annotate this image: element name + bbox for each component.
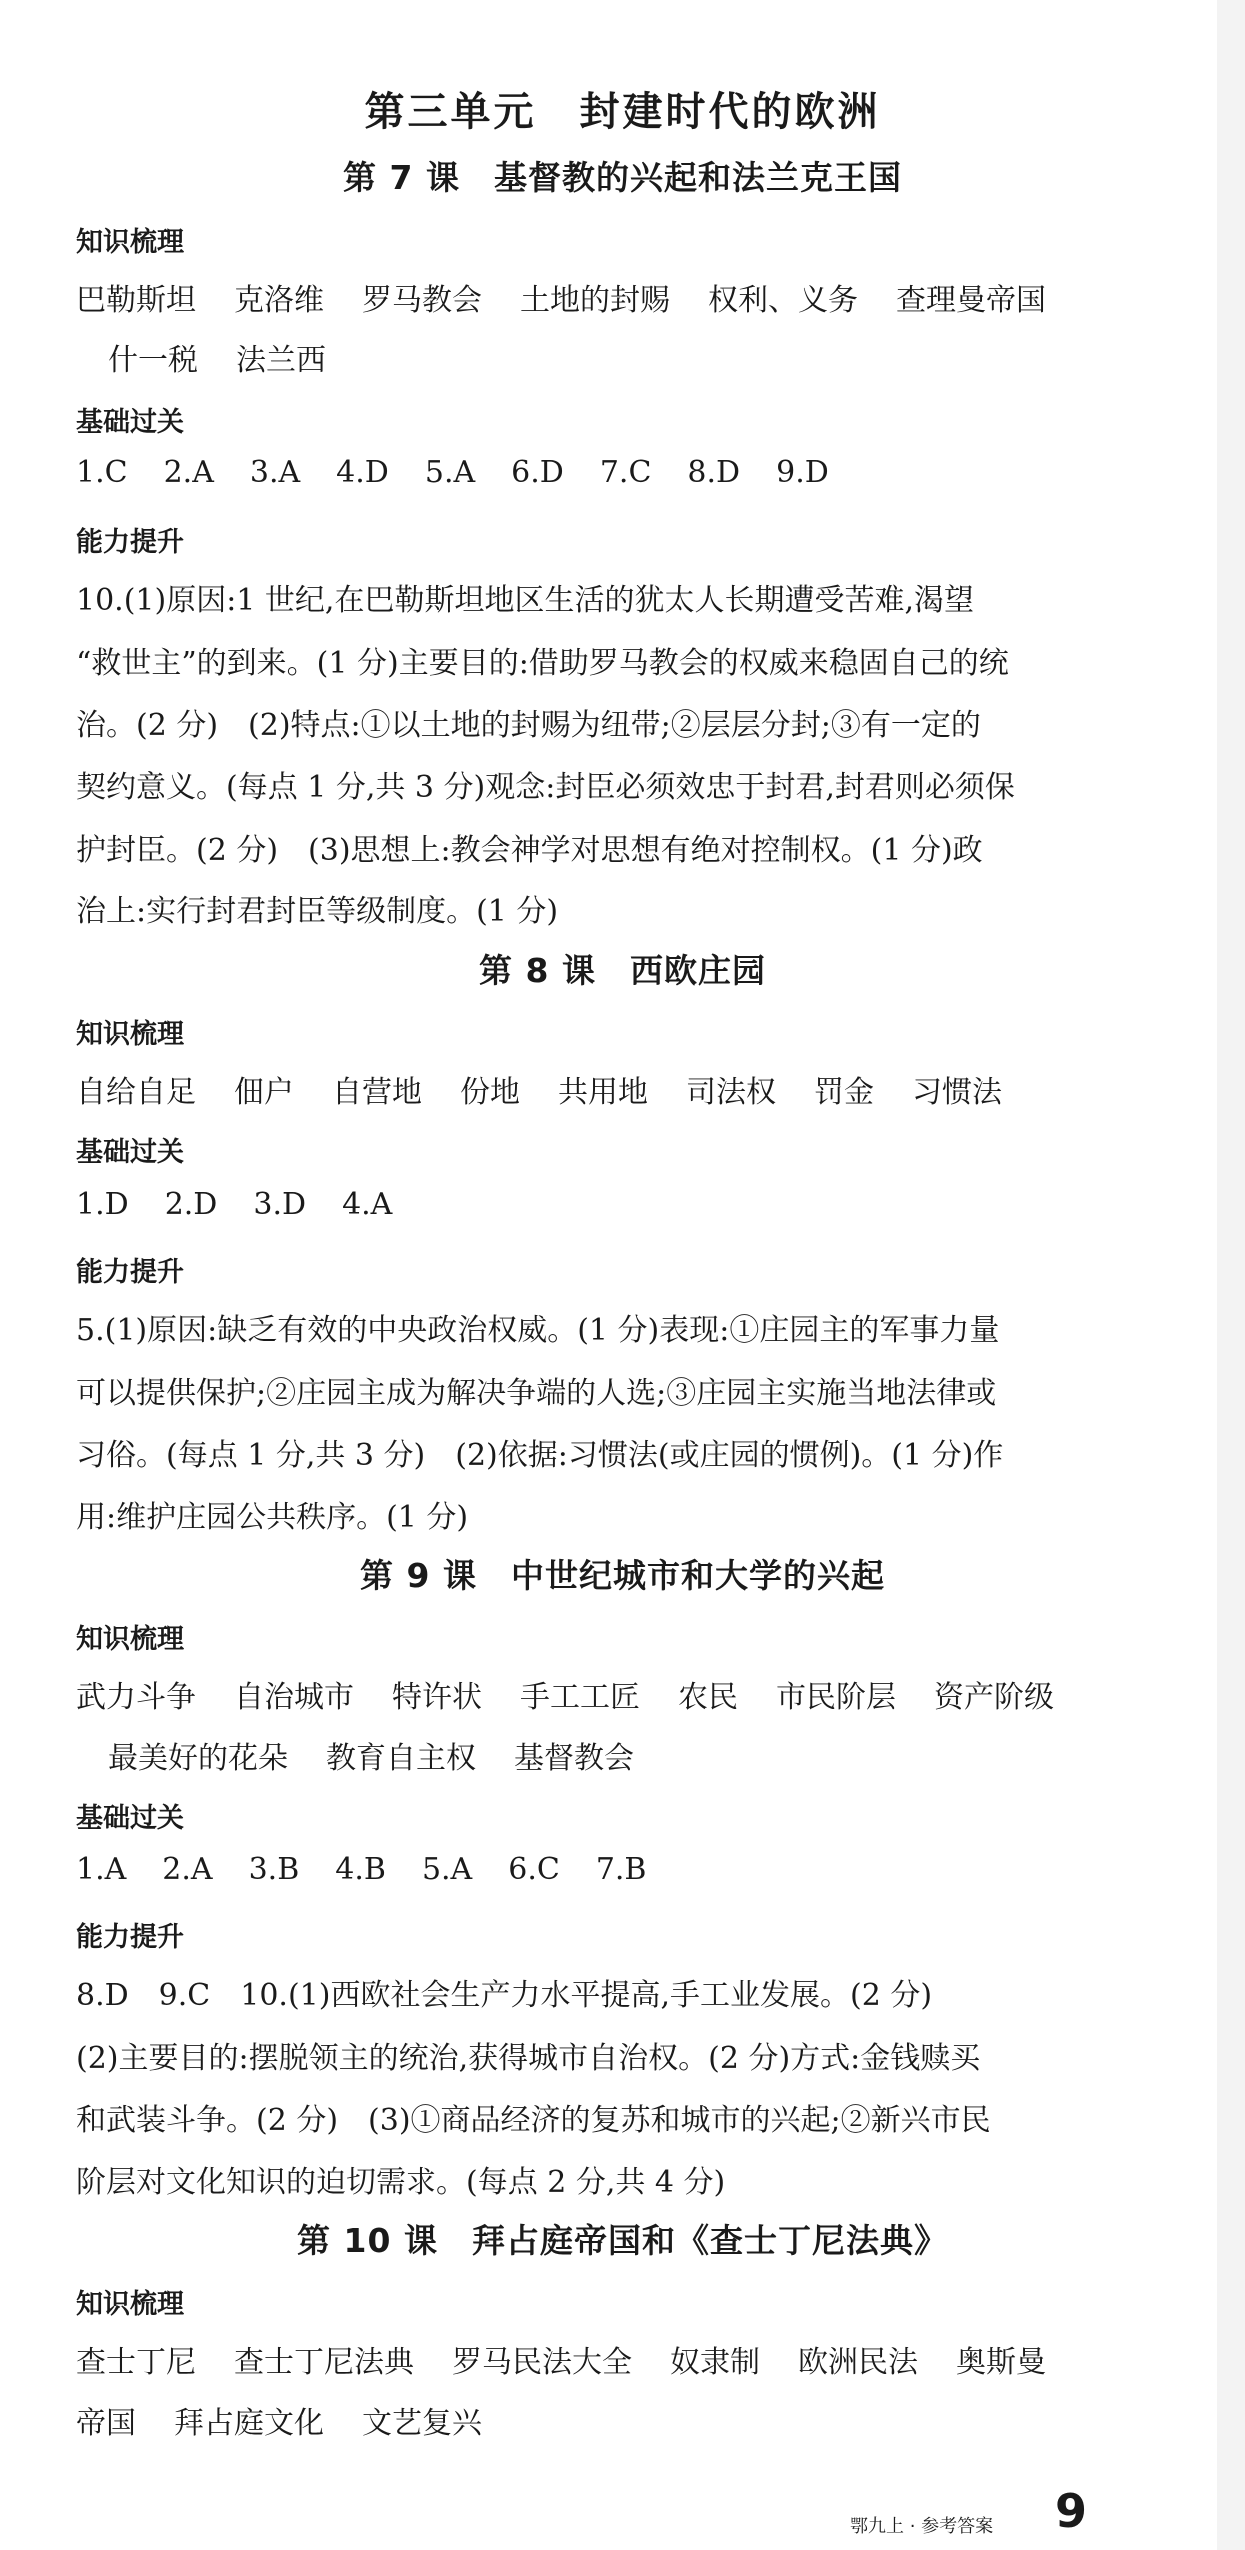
term: 最美好的花朵 bbox=[108, 1741, 288, 1776]
knowledge-terms bbox=[76, 2337, 1136, 2381]
term: 特许状 bbox=[392, 1680, 482, 1715]
page-number: 9 bbox=[1055, 2484, 1088, 2538]
ability-line: 护封臣。(2 分) (3)思想上:教会神学对思想有绝对控制权。(1 分)政 bbox=[76, 833, 983, 868]
answer: 4.D bbox=[336, 455, 389, 490]
ability-line: “救世主”的到来。(1 分)主要目的:借助罗马教会的权威来稳固自己的统 bbox=[76, 646, 1009, 681]
lesson-title: 西欧庄园 bbox=[629, 951, 766, 990]
ability-line: 阶层对文化知识的迫切需求。(每点 2 分,共 4 分) bbox=[76, 2165, 726, 2200]
basic-label: 基础过关 bbox=[76, 407, 184, 438]
unit-title: 第三单元 封建时代的欧洲 bbox=[364, 89, 881, 135]
term: 共用地 bbox=[558, 1075, 648, 1110]
term: 欧洲民法 bbox=[798, 2345, 918, 2380]
lesson-8-heading bbox=[0, 945, 1245, 992]
knowledge-label: 知识梳理 bbox=[76, 1019, 184, 1050]
knowledge-terms-cont bbox=[108, 335, 1168, 379]
term: 罗马教会 bbox=[362, 283, 482, 318]
lesson-title: 中世纪城市和大学的兴起 bbox=[510, 1556, 885, 1595]
term: 武力斗争 bbox=[76, 1680, 196, 1715]
answer: 7.C bbox=[599, 455, 652, 490]
term: 份地 bbox=[460, 1075, 520, 1110]
basic-label: 基础过关 bbox=[76, 1137, 184, 1168]
lesson-7-heading bbox=[0, 152, 1245, 199]
answer: 6.C bbox=[508, 1852, 560, 1887]
ability-line: 用:维护庄园公共秩序。(1 分) bbox=[76, 1500, 469, 1535]
term: 自营地 bbox=[332, 1075, 422, 1110]
term: 奥斯曼 bbox=[956, 2345, 1046, 2380]
footer-label: 鄂九上 · 参考答案 bbox=[850, 2516, 994, 2537]
ability-line: 8.D 9.C 10.(1)西欧社会生产力水平提高,手工业发展。(2 分) bbox=[76, 1978, 933, 2013]
basic-answers bbox=[76, 1852, 682, 1887]
term: 查士丁尼法典 bbox=[234, 2345, 414, 2380]
ability-line: 习俗。(每点 1 分,共 3 分) (2)依据:习惯法(或庄园的惯例)。(1 分)作 bbox=[76, 1438, 1004, 1473]
answer: 3.B bbox=[248, 1852, 300, 1887]
term: 巴勒斯坦 bbox=[76, 283, 196, 318]
answer: 4.B bbox=[335, 1852, 386, 1887]
term: 文艺复兴 bbox=[362, 2406, 482, 2441]
ability-line: 和武装斗争。(2 分) (3)①商品经济的复苏和城市的兴起;②新兴市民 bbox=[76, 2103, 991, 2138]
answer: 5.A bbox=[421, 1852, 473, 1887]
basic-answers bbox=[76, 1187, 428, 1222]
answer: 3.A bbox=[249, 455, 301, 490]
term: 帝国 bbox=[76, 2406, 136, 2441]
term: 查理曼帝国 bbox=[896, 283, 1046, 318]
answer: 2.A bbox=[162, 1852, 213, 1887]
term: 罚金 bbox=[814, 1075, 874, 1110]
ability-label: 能力提升 bbox=[76, 1257, 184, 1288]
knowledge-label: 知识梳理 bbox=[76, 2289, 184, 2320]
page-edge-shade bbox=[1217, 0, 1245, 2550]
knowledge-terms bbox=[76, 1672, 1136, 1716]
answer: 4.A bbox=[342, 1187, 393, 1222]
ability-line: (2)主要目的:摆脱领主的统治,获得城市自治权。(2 分)方式:金钱赎买 bbox=[76, 2041, 981, 2076]
knowledge-terms bbox=[76, 1067, 1136, 1111]
term: 习惯法 bbox=[912, 1075, 1002, 1110]
term: 克洛维 bbox=[234, 283, 324, 318]
term: 自给自足 bbox=[76, 1075, 196, 1110]
term: 手工工匠 bbox=[520, 1680, 640, 1715]
lesson-title: 基督教的兴起和法兰克王国 bbox=[493, 158, 902, 197]
term: 查士丁尼 bbox=[76, 2345, 196, 2380]
basic-answers bbox=[76, 455, 865, 490]
term: 罗马民法大全 bbox=[452, 2345, 632, 2380]
term: 市民阶层 bbox=[776, 1680, 896, 1715]
lesson-10-heading bbox=[0, 2215, 1245, 2262]
knowledge-label: 知识梳理 bbox=[76, 227, 184, 258]
term: 权利、义务 bbox=[708, 283, 858, 318]
ability-line: 5.(1)原因:缺乏有效的中央政治权威。(1 分)表现:①庄园主的军事力量 bbox=[76, 1313, 1000, 1348]
answer: 7.B bbox=[595, 1852, 647, 1887]
ability-line: 可以提供保护;②庄园主成为解决争端的人选;③庄园主实施当地法律或 bbox=[76, 1376, 997, 1411]
knowledge-terms bbox=[76, 275, 1136, 319]
ability-line: 契约意义。(每点 1 分,共 3 分)观念:封臣必须效忠于封君,封君则必须保 bbox=[76, 770, 1015, 805]
term: 土地的封赐 bbox=[520, 283, 670, 318]
ability-line: 治上:实行封君封臣等级制度。(1 分) bbox=[76, 894, 559, 929]
lesson-number: 第 10 课 bbox=[297, 2221, 438, 2260]
term: 奴隶制 bbox=[670, 2345, 760, 2380]
answer: 1.C bbox=[76, 455, 128, 490]
answer: 1.D bbox=[76, 1187, 129, 1222]
knowledge-terms-cont bbox=[108, 1733, 1168, 1777]
lesson-number: 第 7 课 bbox=[343, 158, 460, 197]
ability-label: 能力提升 bbox=[76, 527, 184, 558]
answer: 8.D bbox=[687, 455, 741, 490]
term: 农民 bbox=[678, 1680, 738, 1715]
answer: 1.A bbox=[76, 1852, 127, 1887]
answer: 6.D bbox=[511, 455, 564, 490]
term: 什一税 bbox=[108, 343, 198, 378]
ability-label: 能力提升 bbox=[76, 1922, 184, 1953]
knowledge-terms-cont bbox=[76, 2398, 1136, 2442]
lesson-9-heading bbox=[0, 1550, 1245, 1597]
lesson-number: 第 8 课 bbox=[479, 951, 596, 990]
answer: 9.D bbox=[776, 455, 829, 490]
answer: 3.D bbox=[253, 1187, 307, 1222]
term: 自治城市 bbox=[234, 1680, 354, 1715]
basic-label: 基础过关 bbox=[76, 1803, 184, 1834]
answer: 5.A bbox=[424, 455, 476, 490]
term: 拜占庭文化 bbox=[174, 2406, 324, 2441]
knowledge-label: 知识梳理 bbox=[76, 1624, 184, 1655]
term: 佃户 bbox=[234, 1075, 294, 1110]
answer: 2.A bbox=[163, 455, 214, 490]
term: 资产阶级 bbox=[934, 1680, 1054, 1715]
term: 基督教会 bbox=[514, 1741, 634, 1776]
term: 司法权 bbox=[686, 1075, 776, 1110]
term: 法兰西 bbox=[236, 343, 326, 378]
lesson-title: 拜占庭帝国和《查士丁尼法典》 bbox=[471, 2221, 948, 2260]
answer: 2.D bbox=[164, 1187, 218, 1222]
ability-line: 10.(1)原因:1 世纪,在巴勒斯坦地区生活的犹太人长期遭受苦难,渴望 bbox=[76, 583, 975, 618]
term: 教育自主权 bbox=[326, 1741, 476, 1776]
lesson-number: 第 9 课 bbox=[360, 1556, 477, 1595]
ability-line: 治。(2 分) (2)特点:①以土地的封赐为纽带;②层层分封;③有一定的 bbox=[76, 708, 981, 743]
